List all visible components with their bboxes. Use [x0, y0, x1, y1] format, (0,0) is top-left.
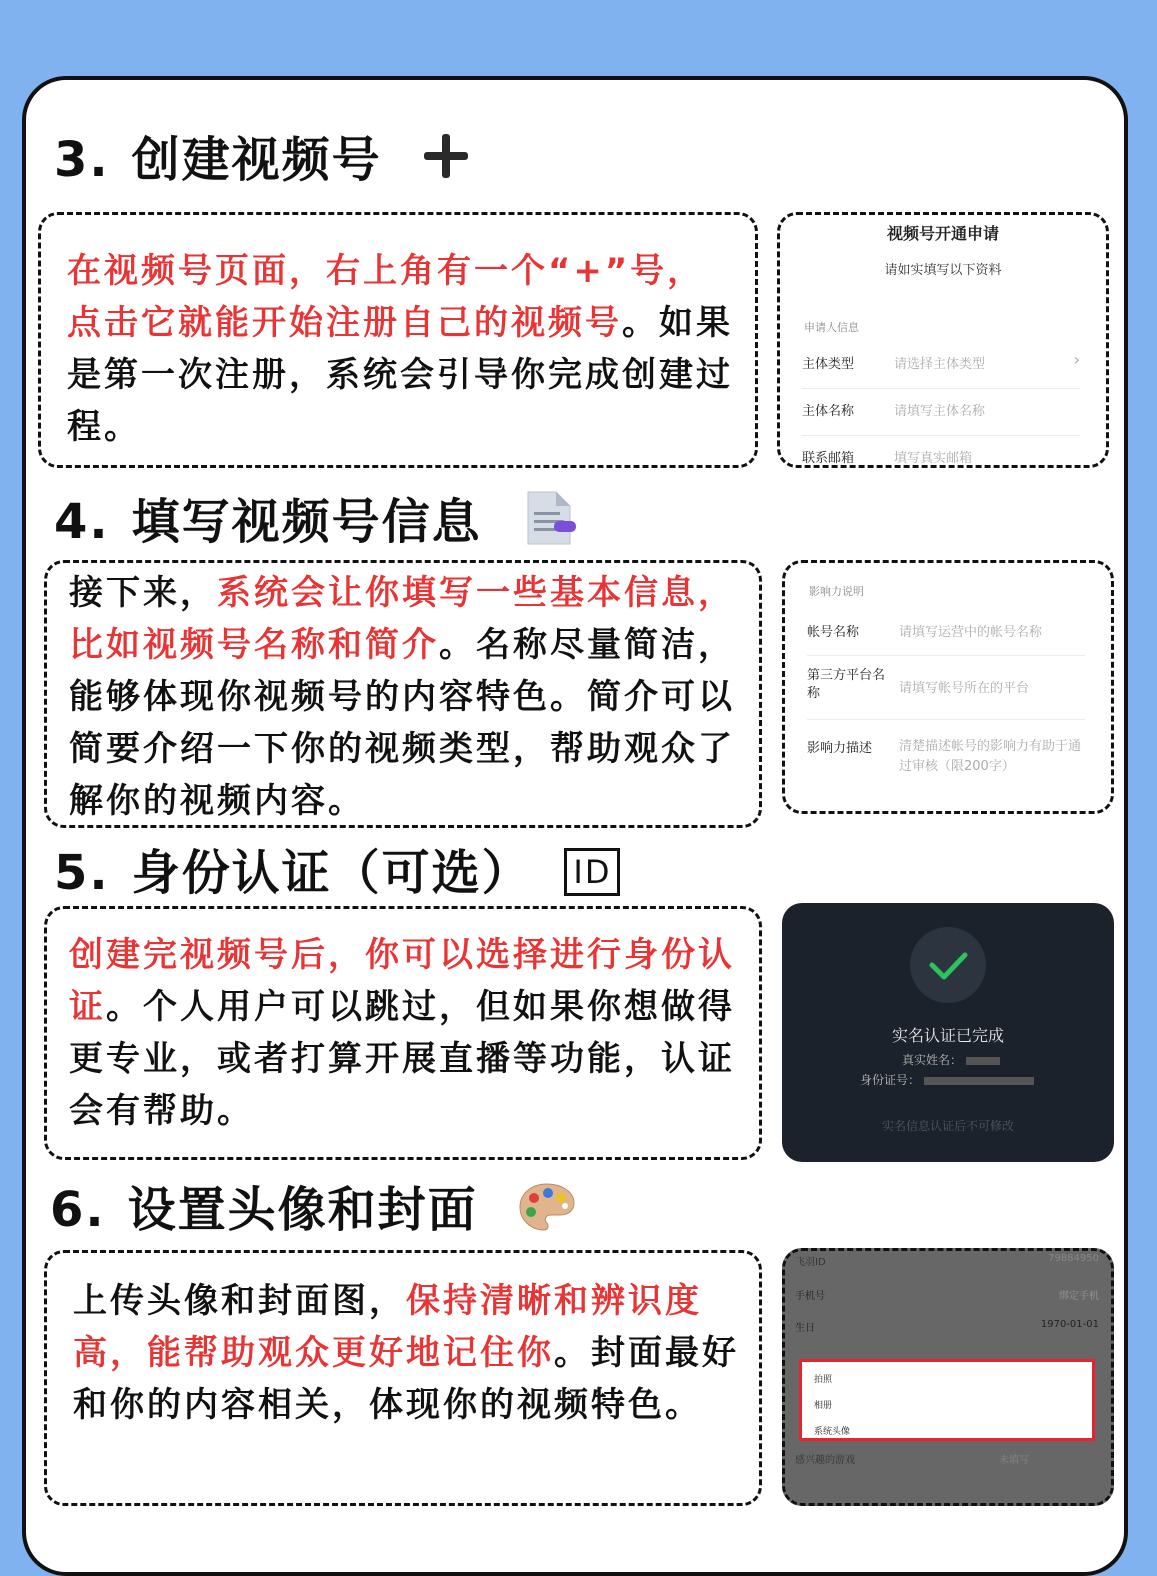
section-4-text-b: 。名称尽量简洁，能够体现你视频号的内容特色。简介可以简要介绍一下你的视频类型，帮助观众了解你的视频内容。 [69, 625, 735, 821]
section-5-text: 。个人用户可以跳过，但如果你想做得更专业，或者打算开展直播等功能，认证会有帮助。 [69, 987, 735, 1131]
menu-item-system-avatar[interactable]: 系统头像 [814, 1427, 851, 1437]
form-row-key: 影响力描述 [807, 741, 873, 756]
section-4-heading [54, 490, 578, 550]
section-6-highlight: 保持清晰和辨识度高，能帮助观众更好地记住你 [73, 1281, 702, 1373]
section-4-number: 4. [54, 494, 110, 550]
section-6-text-b: 。封面最好和你的内容相关，体现你的视频特色。 [73, 1333, 739, 1425]
profile-row-key: 手机号 [795, 1291, 825, 1302]
form-row-key: 帐号名称 [807, 625, 860, 640]
section-4-text-a: 接下来， [69, 573, 217, 613]
form-title: 视频号开通申请 [886, 224, 999, 243]
check-icon [910, 927, 986, 1003]
influence-form-screenshot [782, 560, 1114, 814]
id-number-row [860, 1071, 1034, 1088]
chevron-right-icon: › [1073, 350, 1080, 369]
section-3-paragraph [67, 245, 739, 453]
menu-item-camera[interactable]: 拍照 [814, 1375, 833, 1385]
form-row-placeholder: 请填写帐号所在的平台 [899, 681, 1030, 696]
form-row-key: 联系邮箱 [802, 451, 855, 466]
section-5-text-box [44, 906, 762, 1160]
form-row-key: 第三方平台名称 [807, 668, 886, 701]
verification-complete-screenshot [782, 903, 1114, 1162]
form-subtitle: 请如实填写以下资料 [884, 263, 1002, 278]
profile-row-games [795, 1449, 1099, 1471]
section-4-highlight: 系统会让你填写一些基本信息，比如视频号名称和简介 [69, 573, 735, 665]
section-5-heading [54, 845, 620, 901]
section-6-text-box [44, 1250, 762, 1506]
form-row-email[interactable] [802, 435, 1080, 468]
avatar-settings-screenshot [782, 1248, 1114, 1506]
section-6-text-a: 上传头像和封面图， [73, 1281, 406, 1321]
profile-row-value: 79884950 [1048, 1253, 1099, 1264]
id-card-icon: ID [564, 848, 620, 896]
form-row-placeholder: 填写真实邮箱 [894, 451, 973, 466]
profile-row-key: 生日 [795, 1323, 815, 1334]
profile-row-phone[interactable] [795, 1285, 1099, 1307]
section-5-highlight: 创建完视频号后，你可以选择进行身份认证 [69, 935, 735, 1027]
profile-row-value: 1970-01-01 [1040, 1319, 1099, 1330]
section-4-text-box [44, 560, 762, 828]
profile-row-key: 飞羽ID [795, 1257, 826, 1268]
form-row-placeholder: 清楚描述帐号的影响力有助于通过审核（限200字） [899, 739, 1082, 774]
section-3-number: 3. [54, 132, 110, 188]
form-row-key: 主体类型 [802, 357, 855, 372]
document-icon [522, 490, 578, 546]
section-3-text: 。如果是第一次注册，系统会引导你完成创建过程。 [67, 303, 733, 447]
form-row-placeholder: 请填写主体名称 [894, 404, 986, 419]
section-5-title: 身份认证（可选） [131, 845, 532, 901]
palette-icon [518, 1182, 576, 1232]
masked-id-number [924, 1077, 1034, 1085]
application-form-screenshot [777, 212, 1109, 468]
real-name-row [902, 1051, 1000, 1068]
profile-row-birthday[interactable] [795, 1317, 1099, 1339]
section-5-paragraph [69, 929, 749, 1137]
id-number-label: 身份证号： [860, 1073, 921, 1087]
section-5-number: 5. [54, 845, 110, 901]
form-row-key: 主体名称 [802, 404, 855, 419]
section-6-heading [50, 1182, 576, 1238]
real-name-label: 真实姓名： [902, 1053, 963, 1067]
section-6-paragraph [73, 1275, 749, 1431]
section-6-title: 设置头像和封面 [127, 1182, 478, 1238]
profile-row-id [795, 1251, 1099, 1273]
profile-row-key: 感兴趣的游戏 [795, 1455, 855, 1466]
form-row-subject-type[interactable] [802, 341, 1080, 389]
check-circle-icon [910, 927, 986, 1003]
influence-row-account-name[interactable] [807, 605, 1085, 656]
masked-name [966, 1057, 1000, 1065]
section-3-highlight: 在视频号页面，右上角有一个“+”号，点击它就能开始注册自己的视频号 [67, 251, 705, 343]
avatar-source-menu [799, 1359, 1095, 1441]
verification-done-text: 实名认证已完成 [891, 1026, 1004, 1045]
menu-item-album[interactable]: 相册 [814, 1401, 833, 1411]
section-3-text-box [38, 212, 758, 468]
section-3-title: 创建视频号 [131, 132, 382, 188]
section-3-heading [54, 132, 470, 188]
form-section-label: 申请人信息 [804, 321, 859, 334]
plus-icon [422, 132, 470, 180]
form-row-placeholder: 请填写运营中的帐号名称 [899, 625, 1043, 640]
influence-row-description[interactable] [807, 719, 1085, 783]
influence-row-platform[interactable] [807, 655, 1085, 720]
form-row-placeholder: 请选择主体类型 [894, 357, 986, 372]
section-4-paragraph [69, 567, 749, 827]
influence-section-label: 影响力说明 [809, 585, 864, 598]
section-6-number: 6. [50, 1182, 106, 1238]
section-4-title: 填写视频号信息 [131, 494, 482, 550]
form-row-subject-name[interactable] [802, 388, 1080, 436]
verification-note: 实名信息认证后不可修改 [881, 1119, 1014, 1133]
profile-row-value: 绑定手机 [1059, 1291, 1099, 1302]
profile-row-value: 未填写 [999, 1455, 1029, 1466]
